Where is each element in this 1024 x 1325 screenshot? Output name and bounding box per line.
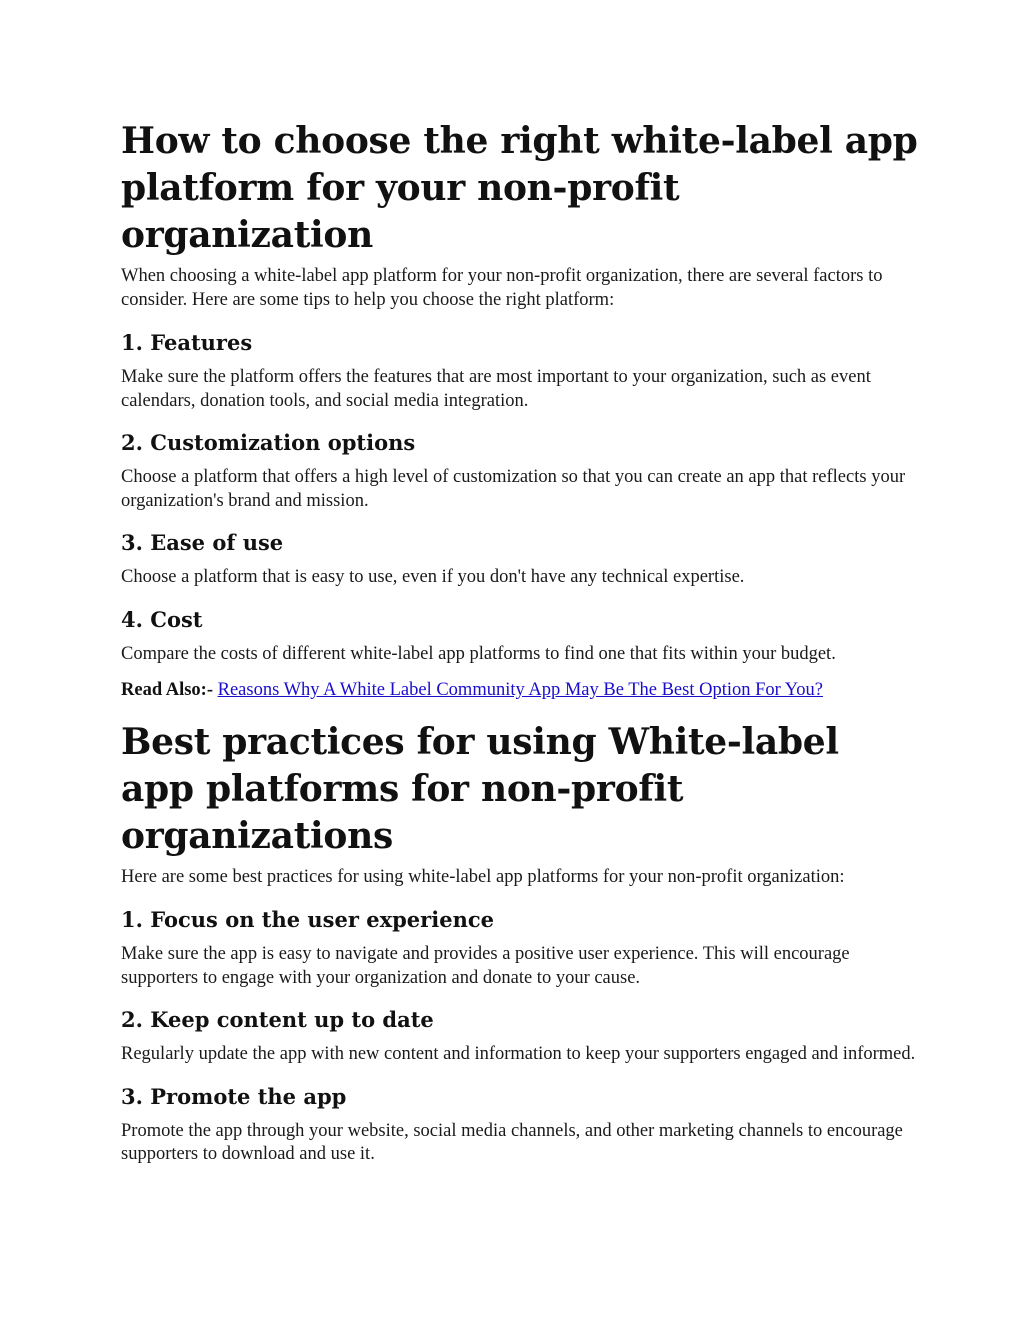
practice-heading-content: 2. Keep content up to date [121, 1007, 434, 1032]
read-also [121, 679, 921, 703]
section-heading-ease-of-use: 3. Ease of use [121, 530, 284, 555]
section-body-ease-of-use: Choose a platform that is easy to use, even if you don't have any technical expertise. [121, 567, 745, 587]
practice-body-promote: Promote the app through your website, social media channels, and other marketing channels to encourage supporters to download and use it. [121, 1120, 903, 1164]
section-heading-cost: 4. Cost [121, 606, 203, 632]
best-practices-title: Best practices for using White-label app platforms for non-profit organizations [121, 720, 839, 857]
read-also-link[interactable]: Reasons Why A White Label Community App May Be The Best Option For You? [217, 680, 823, 700]
section-body-cost: Compare the costs of different white-label app platforms to find one that fits within your budget. [121, 643, 836, 664]
practice-heading-user-experience: 1. Focus on the user experience [121, 907, 494, 932]
section-heading-features: 1. Features [121, 330, 253, 355]
article-title: How to choose the right white-label app platform for your non-profit organization [121, 120, 918, 256]
practice-heading-promote: 3. Promote the app [121, 1083, 347, 1109]
article [121, 118, 921, 1182]
best-practices-intro: Here are some best practices for using white-label app platforms for your non-profit organization: [121, 866, 845, 887]
practice-body-content: Regularly update the app with new content and information to keep your supporters engaged and informed. [121, 1044, 916, 1064]
section-body-customization: Choose a platform that offers a high level of customization so that you can create an app that reflects your organization's brand and mission. [121, 467, 906, 511]
read-also-label: Read Also:- [121, 680, 213, 700]
practice-body-user-experience: Make sure the app is easy to navigate and provides a positive user experience. This will encourage supporters to engage with your organization and donate to your cause. [121, 944, 850, 988]
section-body-features: Make sure the platform offers the features that are most important to your organization, such as event calendars, donation tools, and social media integration. [121, 367, 871, 411]
intro-paragraph: When choosing a white-label app platform for your non-profit organization, there are several factors to consider. Here are some tips to help you choose the right platform: [121, 266, 883, 310]
section-heading-customization: 2. Customization options [121, 430, 416, 455]
